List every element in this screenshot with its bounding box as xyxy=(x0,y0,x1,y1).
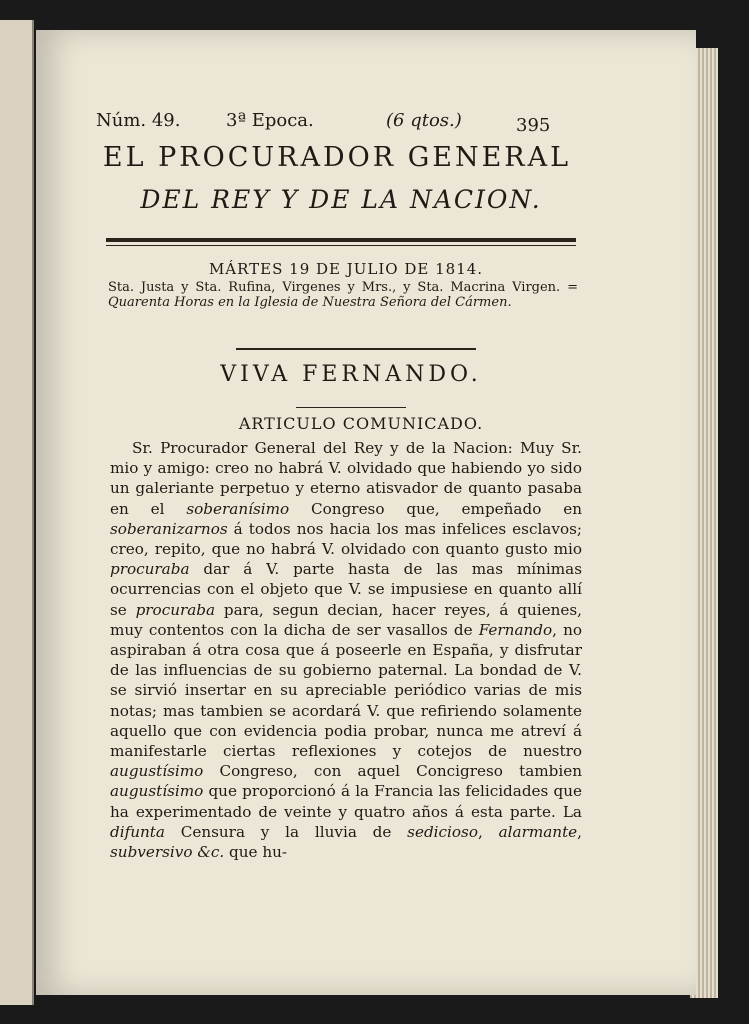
masthead-rule xyxy=(106,238,576,242)
section-rule xyxy=(236,348,476,350)
issue-date: MÁRTES 19 DE JULIO DE 1814. xyxy=(208,260,484,278)
article-title: ARTICULO COMUNICADO. xyxy=(238,414,484,433)
page-number: 395 xyxy=(516,115,551,136)
viva-heading: VIVA FERNANDO. xyxy=(220,362,482,387)
article-rule xyxy=(296,407,406,408)
quires: (6 qtos.) xyxy=(386,110,462,131)
masthead-rule-thin xyxy=(106,245,576,246)
issue-number: Núm. 49. xyxy=(96,110,181,131)
article-paragraph: Sr. Procurador General del Rey y de la Nacion: Muy Sr. mio y amigo: creo no habrá V. olvidado que habiendo yo sido un galeriante perpetuo y eterno atisvador de quanto pasaba en el soberanísimo Congreso que, empeñado en soberanizarnos á todos nos hacia los mas infelices esclavos; creo, repito, que no habrá V. olvidado con quanto gusto mio procuraba dar á V. parte hasta de las mas mínimas ocurrencias con el objeto que V. se impusiese en quanto allí se procuraba para, segun decian, hacer reyes, á quienes, muy contentos con la dicha de ser vasallos de Fernando, no aspiraban á otra cosa que á poseerle en España, y disfrutar de las influencias de su gobierno paternal. La bondad de V. se sirvió insertar en su apreciable periódico varias de mis notas; mas tambien se acordará V. que refiriendo solamente aquello que con evidencia podia probar, nunca me atreví á manifestarle ciertas reflexiones y cotejos de nuestro augustísimo Congreso, con aquel Concigreso tambien augustísimo que proporcionó á la Francia las felicidades que ha experimentado de veinte y quatro años á esta parte. La difunta Censura y la lluvia de sedicioso, alarmante, subversivo &c. que hu- xyxy=(110,439,582,862)
article-body xyxy=(110,438,582,862)
masthead-line2: DEL REY Y DE LA NACION. xyxy=(140,185,542,214)
saints-of-day: Sta. Justa y Sta. Rufina, Virgenes y Mrs., y Sta. Macrina Virgen. = Quarenta Horas en la Iglesia de Nuestra Señora del Cármen. xyxy=(108,280,578,310)
newspaper-page xyxy=(36,30,696,995)
masthead-line1: EL PROCURADOR GENERAL xyxy=(102,142,572,173)
epoch: 3ª Epoca. xyxy=(226,110,314,131)
left-page-edge xyxy=(0,20,34,1005)
